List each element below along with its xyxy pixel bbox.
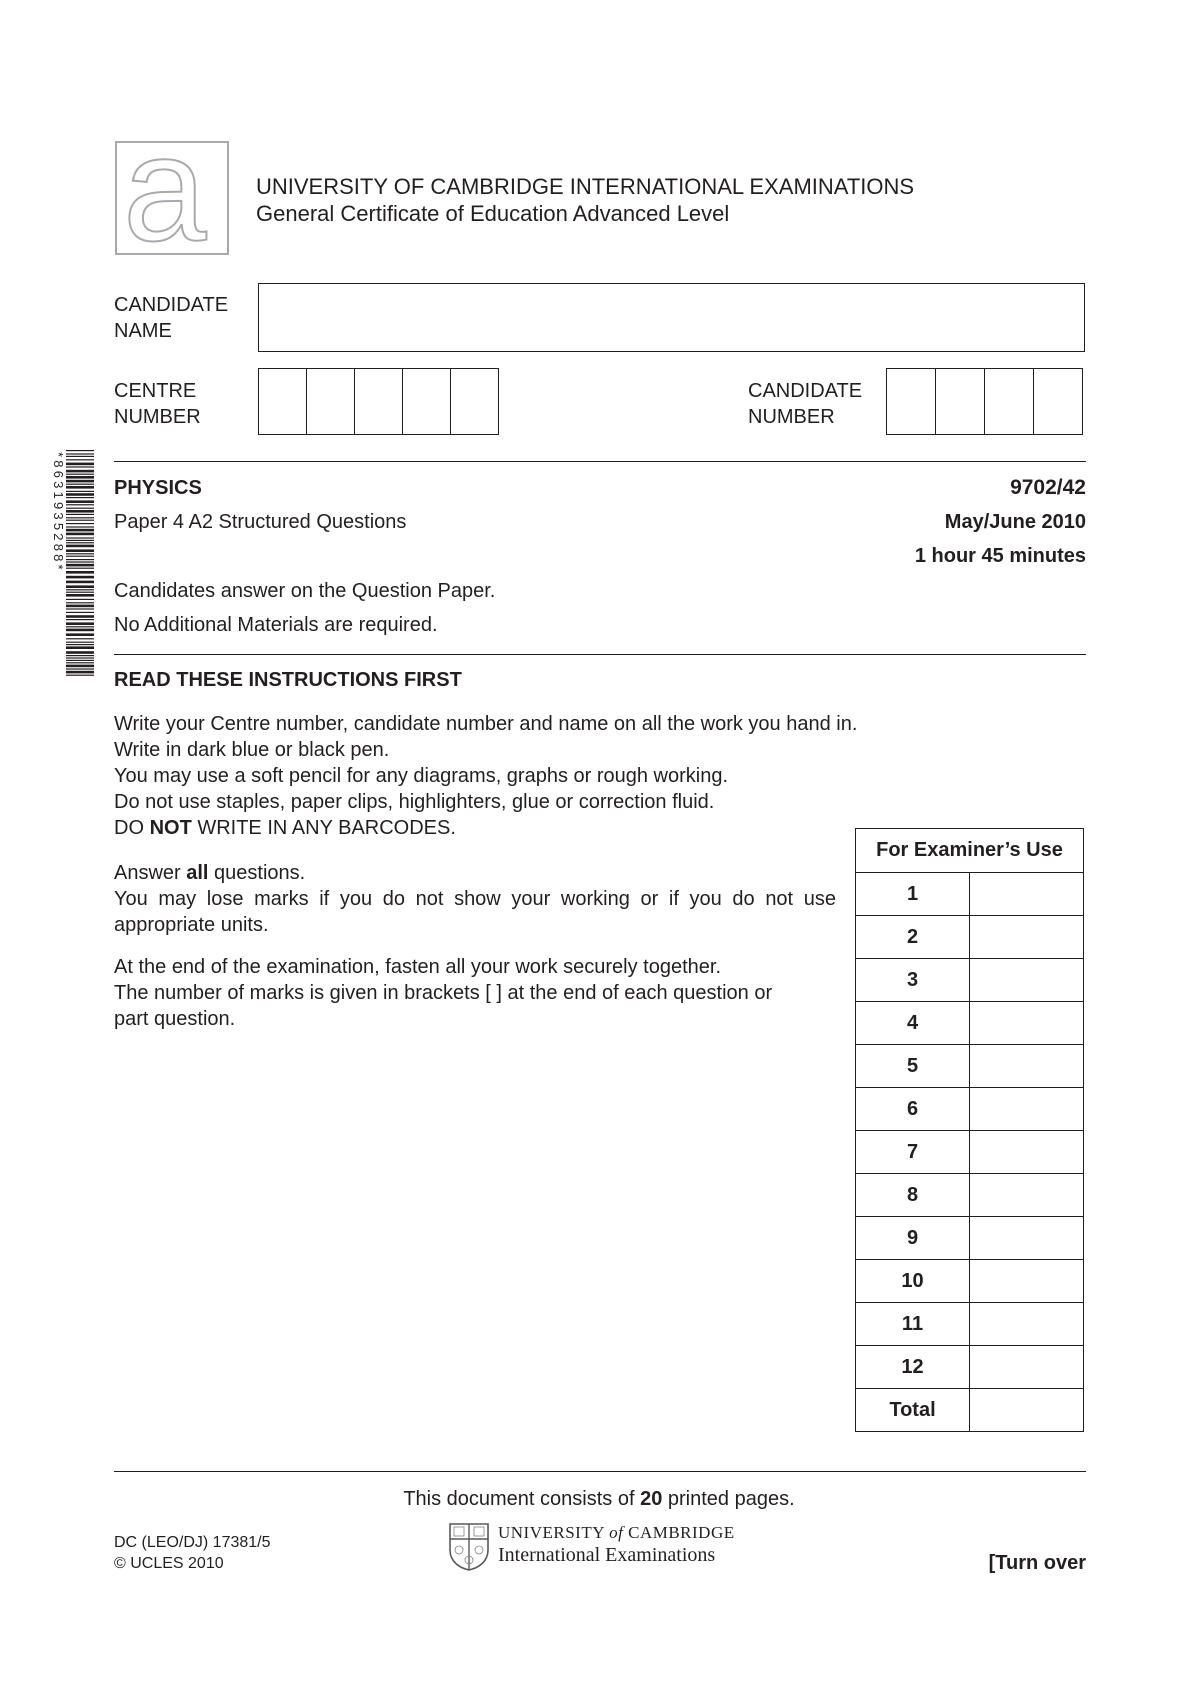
question-number: 1	[856, 873, 970, 916]
instruction-line: Write your Centre number, candidate number and name on all the work you hand in.	[114, 713, 858, 735]
question-number: 10	[856, 1260, 970, 1303]
mark-cell[interactable]	[970, 1260, 1084, 1303]
mark-cell[interactable]	[970, 959, 1084, 1002]
mark-cell[interactable]	[970, 1045, 1084, 1088]
instruction-line: Do not use staples, paper clips, highlighters, glue or correction fluid.	[114, 791, 715, 813]
examiner-table-heading: For Examiner’s Use	[856, 829, 1084, 873]
exam-board-logo	[115, 141, 229, 255]
question-number: 9	[856, 1217, 970, 1260]
barcode-bar	[66, 655, 94, 656]
barcode-bar	[66, 540, 94, 541]
barcode-bar	[66, 599, 94, 600]
copyright: © UCLES 2010	[114, 1555, 224, 1572]
qualification-title: General Certificate of Education Advanced Level	[256, 201, 730, 226]
barcode-bar	[66, 549, 94, 552]
barcode-bar	[66, 493, 94, 496]
lose-marks-line: You may lose marks if you do not show your working or if you do not use	[114, 888, 836, 910]
candidate-digit-box[interactable]	[984, 368, 1034, 435]
barcode-bar	[66, 553, 94, 554]
barcode-bar	[66, 500, 94, 503]
barcode-bar	[66, 626, 94, 627]
centre-digit-box[interactable]	[450, 368, 499, 435]
barcode-bar	[66, 642, 94, 643]
barcode-bar	[66, 545, 94, 548]
barcode-bar	[66, 646, 94, 649]
question-number: 8	[856, 1174, 970, 1217]
total-label: Total	[856, 1389, 970, 1432]
barcode-bar	[66, 619, 94, 620]
fasten-line: At the end of the examination, fasten all your work securely together.	[114, 956, 722, 978]
barcode-bar	[66, 594, 94, 597]
question-number: 2	[856, 916, 970, 959]
barcode-bar	[66, 605, 94, 608]
university-crest-icon	[448, 1522, 490, 1572]
barcode-bar	[66, 576, 94, 579]
barcode-bar	[66, 622, 94, 625]
barcode-text: *8631935288*	[51, 452, 66, 573]
barcode-bar	[66, 602, 94, 603]
barcode-bar	[66, 504, 94, 505]
barcode	[48, 450, 96, 678]
barcode-bar	[66, 456, 94, 457]
materials-note: No Additional Materials are required.	[114, 614, 438, 636]
question-number: 6	[856, 1088, 970, 1131]
candidate-number-label: CANDIDATE NUMBER	[748, 380, 863, 428]
barcode-bar	[66, 615, 94, 618]
mark-cell[interactable]	[970, 1346, 1084, 1389]
international-examinations: International Examinations	[498, 1544, 716, 1566]
barcode-bar	[66, 529, 94, 532]
total-mark-cell[interactable]	[970, 1389, 1084, 1432]
barcode-bar	[66, 556, 94, 557]
barcode-bar	[66, 476, 94, 479]
instructions-heading: READ THESE INSTRUCTIONS FIRST	[114, 669, 462, 691]
examiner-table-row	[856, 1217, 1084, 1260]
barcode-bar	[66, 463, 94, 466]
barcode-bar	[66, 564, 94, 567]
question-number: 11	[856, 1303, 970, 1346]
barcode-bar	[66, 486, 94, 489]
barcode-bar	[66, 675, 94, 676]
examiner-table-row	[856, 1346, 1084, 1389]
barcode-bar	[66, 497, 94, 498]
barcode-bar	[66, 671, 94, 674]
examiner-table-row	[856, 1174, 1084, 1217]
examiner-table-row	[856, 1002, 1084, 1045]
examiner-use-table	[855, 828, 1084, 1432]
barcode-bar	[66, 629, 94, 632]
barcode-bar	[66, 542, 94, 543]
barcode-bar	[66, 559, 94, 560]
centre-digit-box[interactable]	[306, 368, 355, 435]
mark-cell[interactable]	[970, 1002, 1084, 1045]
candidate-digit-box[interactable]	[886, 368, 936, 435]
barcode-bar	[66, 665, 94, 668]
barcode-bar	[66, 585, 94, 588]
barcode-bar	[66, 568, 94, 569]
mark-cell[interactable]	[970, 873, 1084, 916]
barcode-bar	[66, 571, 94, 574]
barcode-bar	[66, 491, 94, 492]
barcode-bar	[66, 474, 94, 475]
centre-digit-box[interactable]	[354, 368, 403, 435]
candidate-name-box[interactable]	[258, 283, 1085, 352]
barcode-bar	[66, 592, 94, 593]
instruction-barcode-line: DO NOT WRITE IN ANY BARCODES.	[114, 817, 456, 839]
barcode-bar	[66, 484, 94, 485]
barcode-bar	[66, 612, 94, 613]
barcode-bar	[66, 480, 94, 483]
marks-line-2: part question.	[114, 1008, 236, 1030]
closing-instructions	[114, 954, 772, 1032]
barcode-bar	[66, 450, 94, 451]
lose-marks-line-2: appropriate units.	[114, 914, 269, 936]
candidate-name-label: CANDIDATE NAME	[114, 294, 229, 342]
barcode-bar	[66, 668, 94, 669]
barcode-bar	[66, 581, 94, 584]
answer-note: Candidates answer on the Question Paper.	[114, 580, 496, 602]
centre-number-label: CENTRE NUMBER	[114, 380, 201, 428]
barcode-bar	[66, 517, 94, 518]
paper-title: Paper 4 A2 Structured Questions	[114, 511, 407, 533]
subject-title: PHYSICS	[114, 477, 202, 499]
instructions-list	[114, 711, 857, 841]
mark-cell[interactable]	[970, 1131, 1084, 1174]
barcode-bar	[66, 510, 94, 513]
centre-digit-box[interactable]	[258, 368, 307, 435]
candidate-number-boxes[interactable]	[886, 368, 1083, 435]
mark-cell[interactable]	[970, 1303, 1084, 1346]
mark-cell[interactable]	[970, 1217, 1084, 1260]
instruction-line: Write in dark blue or black pen.	[114, 739, 390, 761]
exam-duration: 1 hour 45 minutes	[914, 545, 1086, 567]
page-count-note: This document consists of 20 printed pages.	[403, 1488, 795, 1510]
barcode-bar	[66, 633, 94, 636]
barcode-bar	[66, 533, 94, 536]
barcode-bar	[66, 459, 94, 460]
divider	[114, 461, 1086, 462]
turn-over-note: [Turn over	[988, 1552, 1086, 1574]
centre-number-boxes[interactable]	[258, 368, 499, 435]
barcode-bars	[66, 450, 94, 676]
barcode-bar	[66, 638, 94, 639]
barcode-bar	[66, 514, 94, 515]
examiner-table-total-row	[856, 1389, 1084, 1432]
question-number: 7	[856, 1131, 970, 1174]
barcode-bar	[66, 526, 94, 527]
barcode-bar	[66, 523, 94, 524]
exam-session: May/June 2010	[944, 511, 1086, 533]
divider	[114, 654, 1086, 655]
document-reference	[114, 1532, 271, 1574]
barcode-bar	[66, 657, 94, 658]
mark-cell[interactable]	[970, 1088, 1084, 1131]
answer-all-line: Answer all questions.	[114, 862, 306, 884]
question-number: 3	[856, 959, 970, 1002]
marks-line: The number of marks is given in brackets [ ] at the end of each question or	[114, 982, 773, 1004]
mark-cell[interactable]	[970, 1174, 1084, 1217]
examiner-table-row	[856, 1045, 1084, 1088]
barcode-bar	[66, 660, 94, 661]
candidate-digit-box[interactable]	[1033, 368, 1083, 435]
barcode-bar	[66, 470, 94, 473]
examiner-table-row	[856, 1131, 1084, 1174]
question-number: 4	[856, 1002, 970, 1045]
barcode-bar	[66, 589, 94, 590]
barcode-bar	[66, 453, 94, 454]
barcode-bar	[66, 651, 94, 654]
barcode-bar	[66, 537, 94, 538]
logo-letter: a	[123, 141, 207, 255]
paper-code: 9702/42	[1010, 476, 1086, 499]
instruction-line: You may use a soft pencil for any diagrams, graphs or rough working.	[114, 765, 729, 787]
document-ref: DC (LEO/DJ) 17381/5	[114, 1534, 271, 1551]
examiner-table-row	[856, 916, 1084, 959]
barcode-bar	[66, 466, 94, 467]
examiner-table-row	[856, 873, 1084, 916]
mark-cell[interactable]	[970, 916, 1084, 959]
candidate-digit-box[interactable]	[935, 368, 985, 435]
barcode-bar	[66, 662, 94, 663]
barcode-bar	[66, 561, 94, 562]
answer-instructions	[114, 860, 836, 938]
examiner-table-row	[856, 959, 1084, 1002]
question-number: 5	[856, 1045, 970, 1088]
university-name: UNIVERSITY of CAMBRIDGE	[498, 1523, 735, 1542]
barcode-bar	[66, 644, 94, 645]
examiner-table-row	[856, 1303, 1084, 1346]
examiner-table-row	[856, 1260, 1084, 1303]
barcode-bar	[66, 508, 94, 509]
divider	[114, 1471, 1086, 1472]
examiner-table-row	[856, 1088, 1084, 1131]
centre-digit-box[interactable]	[402, 368, 451, 435]
barcode-bar	[66, 520, 94, 521]
question-number: 12	[856, 1346, 970, 1389]
barcode-bar	[66, 608, 94, 609]
exam-board-name: UNIVERSITY OF CAMBRIDGE INTERNATIONAL EXAMINATIONS	[256, 174, 915, 199]
